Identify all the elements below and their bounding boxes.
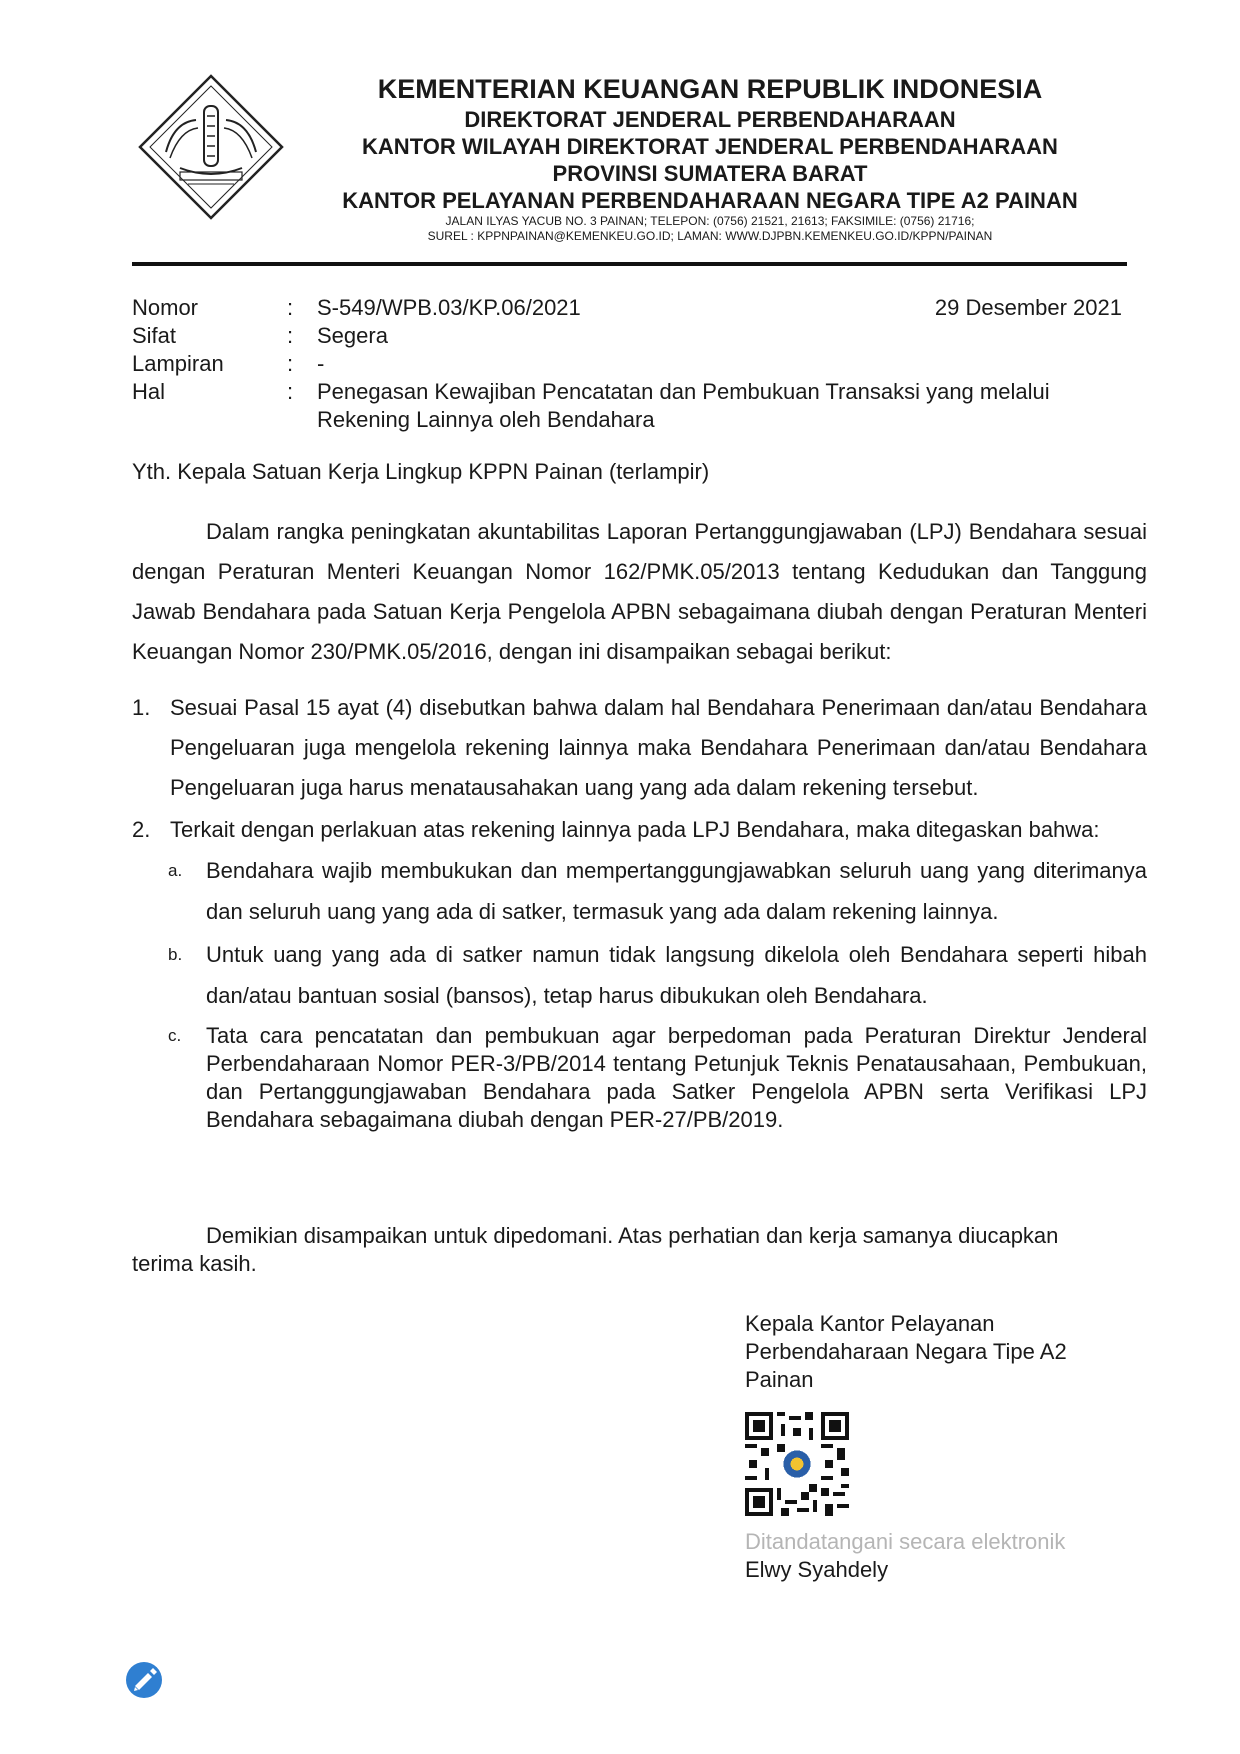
letter-date: 29 Desember 2021 bbox=[934, 295, 1122, 320]
sifat-colon: : bbox=[287, 323, 294, 348]
ministry-name: KEMENTERIAN KEUANGAN REPUBLIK INDONESIA bbox=[377, 74, 1043, 104]
sub-point-letter: c. bbox=[168, 1026, 182, 1045]
meta-row-hal bbox=[132, 378, 1122, 434]
point-item bbox=[132, 688, 1147, 808]
sub-point-item bbox=[132, 850, 1147, 932]
nomor-label: Nomor bbox=[132, 295, 199, 320]
closing-line-2: terima kasih. bbox=[132, 1251, 257, 1276]
sub-point-item bbox=[132, 934, 1147, 1016]
hal-value bbox=[317, 378, 1122, 434]
province-name: PROVINSI SUMATERA BARAT bbox=[552, 161, 868, 186]
lampiran-colon: : bbox=[287, 351, 294, 376]
meta-row-nomor bbox=[132, 294, 1122, 322]
sub-point-letter: a. bbox=[168, 861, 183, 880]
signer-name: Elwy Syahdely bbox=[745, 1557, 889, 1582]
office-address: JALAN ILYAS YACUB NO. 3 PAINAN; TELEPON: (0756) 21521, 21613; FAKSIMILE: (0756) 21716; bbox=[445, 214, 975, 228]
signature-title-line3: Painan bbox=[745, 1367, 814, 1392]
letter-meta bbox=[132, 294, 1122, 434]
electronic-signature-note: Ditandatangani secara elektronik bbox=[745, 1529, 1066, 1554]
hal-value-line2: Rekening Lainnya oleh Bendahara bbox=[317, 407, 655, 432]
meta-row-lampiran bbox=[132, 350, 1122, 378]
regional-office-name: KANTOR WILAYAH DIREKTORAT JENDERAL PERBENDAHARAAN bbox=[362, 134, 1058, 159]
qr-code-icon bbox=[745, 1412, 849, 1516]
intro-paragraph: Dalam rangka peningkatan akuntabilitas Laporan Pertanggungjawaban (LPJ) Bendahara sesuai dengan Peraturan Menteri Keuangan Nomor 162/PMK.05/2013 tentang Kedudukan dan Tanggung Jawab Bendahara pada Satuan Kerja Pengelola APBN sebagaimana diubah dengan Peraturan Menteri Keuangan Nomor 230/PMK.05/2016, dengan ini disampaikan sebagai berikut: bbox=[132, 519, 1147, 664]
lampiran-label: Lampiran bbox=[132, 351, 224, 376]
directorate-name: DIREKTORAT JENDERAL PERBENDAHARAAN bbox=[464, 107, 956, 132]
signature-title bbox=[745, 1310, 1125, 1394]
hal-colon: : bbox=[287, 379, 294, 404]
signature-title-line1: Kepala Kantor Pelayanan bbox=[745, 1311, 995, 1336]
point-item bbox=[132, 810, 1147, 850]
sub-point-item bbox=[132, 1022, 1147, 1134]
closing-paragraph bbox=[132, 1222, 1147, 1278]
office-name: KANTOR PELAYANAN PERBENDAHARAAN NEGARA TIPE A2 PAINAN bbox=[342, 188, 1078, 213]
hal-label: Hal bbox=[132, 379, 166, 404]
kemenkeu-emblem-icon bbox=[136, 72, 286, 222]
point-number: 1. bbox=[132, 695, 151, 720]
sub-point-letter: b. bbox=[168, 945, 183, 964]
letterhead-divider bbox=[132, 262, 1127, 266]
sub-point-text: Untuk uang yang ada di satker namun tidak langsung dikelola oleh Bendahara seperti hibah dan/atau bantuan sosial (bansos), tetap harus dibukukan oleh Bendahara. bbox=[206, 942, 1147, 1008]
point-number: 2. bbox=[132, 817, 151, 842]
addressee: Yth. Kepala Satuan Kerja Lingkup KPPN Painan (terlampir) bbox=[132, 459, 710, 484]
nomor-value: S-549/WPB.03/KP.06/2021 bbox=[317, 295, 581, 320]
signature-title-line2: Perbendaharaan Negara Tipe A2 bbox=[745, 1339, 1067, 1364]
point-text: Terkait dengan perlakuan atas rekening lainnya pada LPJ Bendahara, maka ditegaskan bahwa: bbox=[170, 817, 1100, 842]
office-contact: SUREL : KPPNPAINAN@KEMENKEU.GO.ID; LAMAN: WWW.DJPBN.KEMENKEU.GO.ID/KPPN/PAINAN bbox=[427, 229, 993, 243]
closing-line-1: Demikian disampaikan untuk dipedomani. Atas perhatian dan kerja samanya diucapkan bbox=[206, 1223, 1059, 1248]
sifat-value: Segera bbox=[317, 323, 388, 348]
e-signature-badge-icon bbox=[124, 1660, 164, 1700]
hal-value-line1: Penegasan Kewajiban Pencatatan dan Pembukuan Transaksi yang melalui bbox=[317, 379, 1050, 404]
meta-row-sifat bbox=[132, 322, 1122, 350]
letterhead bbox=[300, 72, 1120, 244]
lampiran-value: - bbox=[317, 351, 325, 376]
sub-point-text: Bendahara wajib membukukan dan mempertanggungjawabkan seluruh uang yang diterimanya dan seluruh uang yang ada di satker, termasuk yang ada dalam rekening lainnya. bbox=[206, 858, 1147, 924]
points-list bbox=[132, 688, 1147, 1134]
nomor-colon: : bbox=[287, 295, 294, 320]
sub-point-text: Tata cara pencatatan dan pembukuan agar berpedoman pada Peraturan Direktur Jenderal Perbendaharaan Nomor PER-3/PB/2014 tentang Petunjuk Teknis Penatausahaan, Pembukuan, dan Pertanggungjawaban Bendahara pada Satker Pengelola APBN serta Verifikasi LPJ Bendahara sebagaimana diubah dengan PER-27/PB/2019. bbox=[206, 1023, 1147, 1132]
point-text: Sesuai Pasal 15 ayat (4) disebutkan bahwa dalam hal Bendahara Penerimaan dan/atau Bendahara Pengeluaran juga mengelola rekening lainnya maka Bendahara Penerimaan dan/atau Bendahara Pengeluaran juga harus menatausahakan uang yang ada dalam rekening tersebut. bbox=[170, 695, 1147, 800]
sifat-label: Sifat bbox=[132, 323, 177, 348]
